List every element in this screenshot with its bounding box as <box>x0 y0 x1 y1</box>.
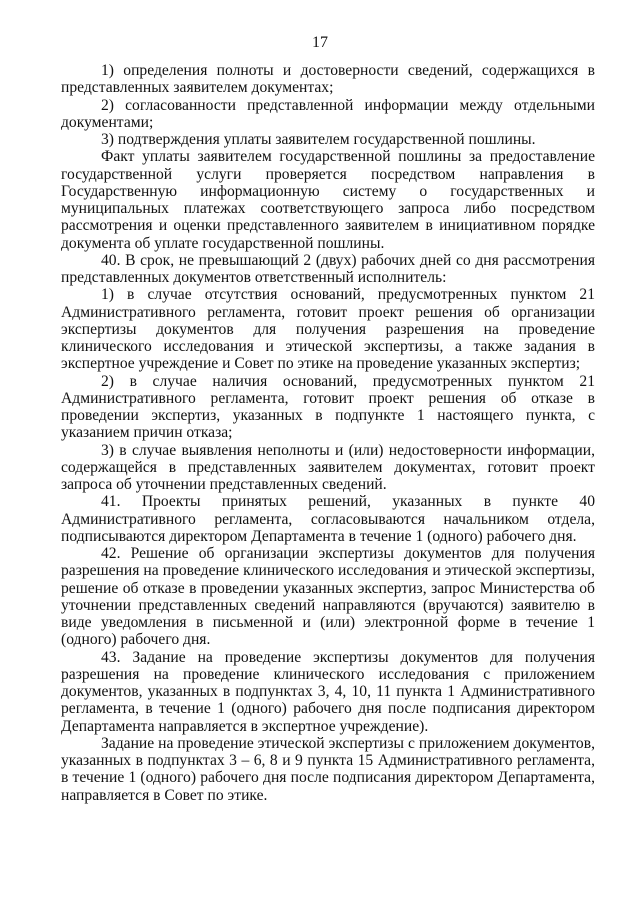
paragraph-42: 42. Решение об организации экспертизы документов для получения разрешения на проведение клинического исследования и этической экспертизы, решение об отказе в проведении указанных экспертиз, запрос Министерства об уточнении представленных сведений направляются (вручаются) заявителю в виде уведомления в письменной и (или) электронной форме в течение 1 (одного) рабочего дня. <box>61 545 595 649</box>
paragraph-item-1-completeness: 1) определения полноты и достоверности сведений, содержащихся в представленных заявителем документах; <box>61 62 595 97</box>
paragraph-item-2-consistency: 2) согласованности представленной информации между отдельными документами; <box>61 96 595 131</box>
page-number: 17 <box>312 34 328 51</box>
paragraph-item-3-fee-confirmation: 3) подтверждения уплаты заявителем государственной пошлины. <box>101 131 536 148</box>
paragraph-40: 40. В срок, не превышающий 2 (двух) рабочих дней со дня рассмотрения представленных документов ответственный исполнитель: <box>61 251 595 286</box>
paragraph-40-item-3: 3) в случае выявления неполноты и (или) недостоверности информации, содержащейся в представленных заявителем документах, готовит проект запроса об уточнении представленных сведений. <box>61 441 595 493</box>
paragraph-40-item-1: 1) в случае отсутствия оснований, предусмотренных пунктом 21 Административного регламента, готовит проект решения об организации экспертизы документов для получения разрешения на проведение клинического исследования и этической экспертизы, а также задания в экспертное учреждение и Совет по этике на проведение указанных экспертиз; <box>61 286 595 373</box>
paragraph-ethics-task: Задание на проведение этической экспертизы с приложением документов, указанных в подпунктах 3 – 6, 8 и 9 пункта 15 Административного регламента, в течение 1 (одного) рабочего дня после подписания директором Департамента, направляется в Совет по этике. <box>61 734 595 804</box>
paragraph-fee-verification: Факт уплаты заявителем государственной пошлины за предоставление государственной услуги проверяется посредством направления в Государственную информационную систему о государственных и муниципальных платежах соответствующего запроса либо посредством рассмотрения и оценки представленного заявителем в инициативном порядке документа об уплате государственной пошлины. <box>61 148 595 252</box>
paragraph-41: 41. Проекты принятых решений, указанных в пункте 40 Административного регламента, согласовываются начальником отдела, подписываются директором Департамента в течение 1 (одного) рабочего дня. <box>61 493 595 545</box>
document-body <box>61 62 595 804</box>
paragraph-40-item-2: 2) в случае наличия оснований, предусмотренных пунктом 21 Административного регламента, готовит проект решения об отказе в проведении экспертиз, указанных в подпункте 1 настоящего пункта, с указанием причин отказа; <box>61 372 595 442</box>
paragraph-43: 43. Задание на проведение экспертизы документов для получения разрешения на проведение клинического исследования с приложением документов, указанных в подпунктах 3, 4, 10, 11 пункта 1 Административного регламента, в течение 1 (одного) рабочего дня после подписания директором Департамента направляется в экспертное учреждение). <box>61 648 595 735</box>
